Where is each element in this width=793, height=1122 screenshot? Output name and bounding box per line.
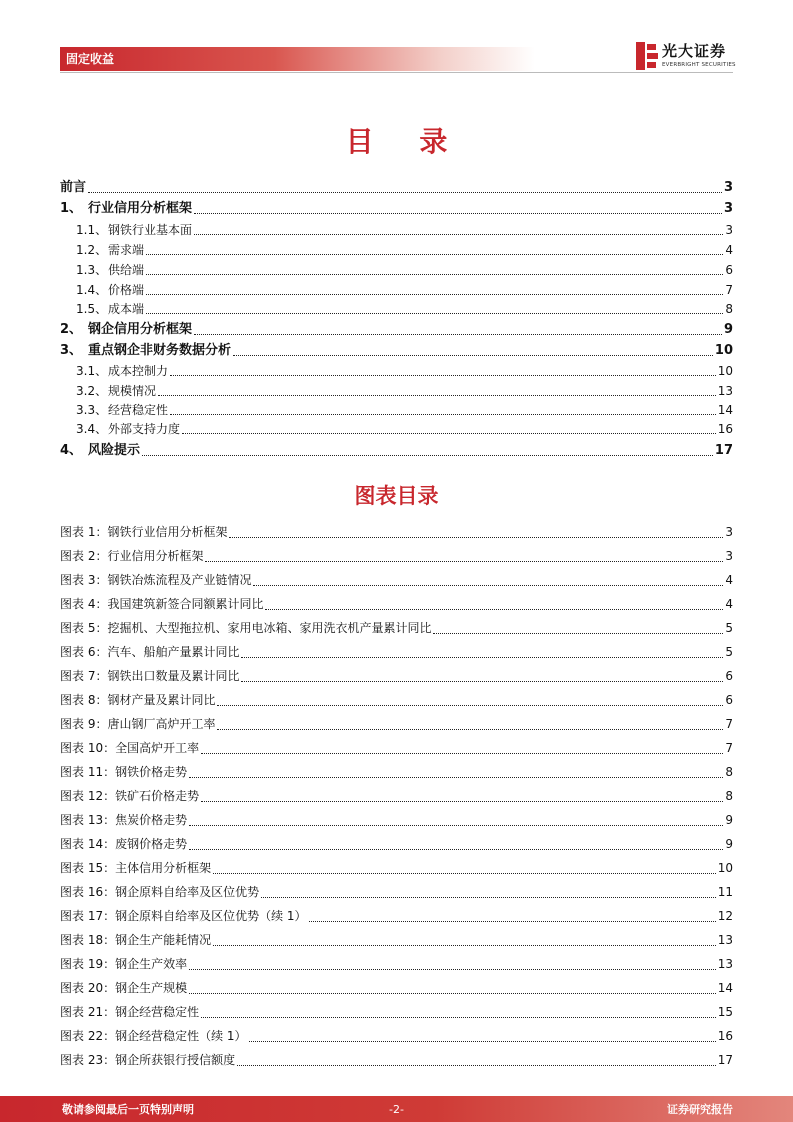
toc-subentry[interactable] — [60, 221, 733, 239]
dot-leader — [146, 313, 723, 314]
dot-leader — [261, 897, 716, 898]
figure-entry-label: 图表 23：钢企所获银行授信额度 — [60, 1053, 236, 1067]
figure-entry[interactable] — [60, 834, 733, 854]
figure-entry[interactable] — [60, 594, 733, 614]
dot-leader — [170, 375, 716, 376]
toc-subentry[interactable] — [60, 261, 733, 279]
toc-subentry[interactable] — [60, 241, 733, 259]
footer-report-type: 证券研究报告 — [667, 1103, 733, 1116]
toc-entry-label — [60, 221, 192, 239]
dot-leader — [253, 585, 723, 586]
figure-entry-page: 4 — [725, 597, 733, 611]
figure-entry-page: 5 — [725, 621, 733, 635]
toc-entry-label — [60, 441, 140, 460]
toc-entry-page: 3 — [723, 201, 733, 216]
page-number: -2- — [389, 1103, 404, 1116]
toc-entry-number: 1.5、 — [76, 302, 108, 316]
toc-entry-page: 14 — [717, 403, 733, 417]
toc-entry-page: 6 — [725, 263, 733, 277]
dot-leader — [146, 294, 723, 295]
toc-entry[interactable] — [60, 441, 733, 460]
toc-entry-number: 1.3、 — [76, 263, 108, 277]
figure-entry-page: 5 — [725, 645, 733, 659]
toc-entry-page: 17 — [714, 443, 733, 458]
figure-entry[interactable] — [60, 690, 733, 710]
figure-entry-label: 图表 3：钢铁冶炼流程及产业链情况 — [60, 573, 252, 587]
dot-leader — [146, 254, 723, 255]
figure-entry[interactable] — [60, 930, 733, 950]
toc-entry-number: 3.4、 — [76, 422, 108, 436]
dot-leader — [213, 945, 716, 946]
toc-entry-text: 重点钢企非财务数据分析 — [88, 343, 232, 358]
figure-entry-page: 13 — [717, 933, 733, 947]
figure-entry-label: 图表 5：挖掘机、大型拖拉机、家用电冰箱、家用洗衣机产量累计同比 — [60, 621, 432, 635]
figure-entry[interactable] — [60, 882, 733, 902]
figure-entry[interactable] — [60, 666, 733, 686]
toc-entry-text: 外部支持力度 — [108, 422, 181, 436]
figure-entry[interactable] — [60, 642, 733, 662]
toc-entry-page: 8 — [725, 302, 733, 316]
toc-entry-number: 2、 — [60, 322, 83, 337]
toc-entry-text: 钢铁行业基本面 — [108, 223, 193, 237]
dot-leader — [194, 334, 722, 335]
dot-leader — [194, 213, 722, 214]
figure-entry[interactable] — [60, 618, 733, 638]
figure-entry-label: 图表 1：钢铁行业信用分析框架 — [60, 525, 228, 539]
figure-entry-label: 图表 9：唐山钢厂高炉开工率 — [60, 717, 216, 731]
figure-entry[interactable] — [60, 954, 733, 974]
toc-entry-page: 10 — [717, 364, 733, 378]
figure-entry-page: 13 — [717, 957, 733, 971]
figure-entry[interactable] — [60, 786, 733, 806]
figure-entry-page: 12 — [717, 909, 733, 923]
figure-entry-page: 10 — [717, 861, 733, 875]
toc-entry-page: 13 — [717, 384, 733, 398]
figure-entry[interactable] — [60, 1026, 733, 1046]
figure-entry-page: 11 — [717, 885, 733, 899]
figure-entry-page: 9 — [725, 837, 733, 851]
dot-leader — [433, 633, 723, 634]
toc-subentry[interactable] — [60, 281, 733, 299]
figure-entry-label: 图表 22：钢企经营稳定性（续 1） — [60, 1029, 247, 1043]
figure-entry-page: 7 — [725, 717, 733, 731]
figure-entry-page: 9 — [725, 813, 733, 827]
toc-entry-page: 16 — [717, 422, 733, 436]
dot-leader — [201, 753, 723, 754]
figure-entry-page: 6 — [725, 693, 733, 707]
dot-leader — [205, 561, 723, 562]
figure-entry[interactable] — [60, 570, 733, 590]
toc-entry[interactable] — [60, 341, 733, 360]
figure-entry[interactable] — [60, 522, 733, 542]
dot-leader — [201, 801, 723, 802]
dot-leader — [213, 873, 716, 874]
figure-entry-page: 14 — [717, 981, 733, 995]
toc-entry[interactable] — [60, 178, 733, 197]
toc-entry-label — [60, 300, 144, 318]
section-label: 固定收益 — [66, 52, 115, 66]
figure-entry-label: 图表 2：行业信用分析框架 — [60, 549, 204, 563]
dot-leader — [201, 1017, 716, 1018]
toc-entry-label — [60, 178, 86, 197]
figure-entry-page: 8 — [725, 765, 733, 779]
figure-entry[interactable] — [60, 714, 733, 734]
figure-entry-label: 图表 4：我国建筑新签合同额累计同比 — [60, 597, 264, 611]
toc-subentry[interactable] — [60, 362, 733, 380]
figure-entry-label: 图表 18：钢企生产能耗情况 — [60, 933, 212, 947]
dot-leader — [189, 969, 716, 970]
dot-leader — [265, 609, 723, 610]
dot-leader — [189, 849, 723, 850]
toc-entry-label — [60, 341, 231, 360]
dot-leader — [182, 433, 716, 434]
toc-entry-number: 3、 — [60, 343, 83, 358]
figure-entry-label: 图表 19：钢企生产效率 — [60, 957, 188, 971]
dot-leader — [217, 729, 723, 730]
figure-entry[interactable] — [60, 978, 733, 998]
toc-entry-label — [60, 362, 168, 380]
toc-entry[interactable] — [60, 199, 733, 218]
header-divider — [60, 72, 733, 73]
figure-entry-page: 3 — [725, 549, 733, 563]
header-band — [60, 47, 535, 71]
figure-entry-label: 图表 14：废钢价格走势 — [60, 837, 188, 851]
figure-entry-page: 6 — [725, 669, 733, 683]
toc-entry-label — [60, 241, 144, 259]
figure-entry[interactable] — [60, 546, 733, 566]
toc-entry-text: 前言 — [60, 180, 87, 195]
toc-entry-page: 3 — [725, 223, 733, 237]
dot-leader — [309, 921, 716, 922]
figure-entry[interactable] — [60, 762, 733, 782]
dot-leader — [158, 395, 716, 396]
toc-entry-text: 经营稳定性 — [108, 403, 169, 417]
toc-entry-page: 4 — [725, 243, 733, 257]
toc-entry-page: 9 — [723, 322, 733, 337]
figures-title: 图表目录 — [354, 484, 439, 508]
figure-entry-label: 图表 8：钢材产量及累计同比 — [60, 693, 216, 707]
figure-entry-page: 15 — [717, 1005, 733, 1019]
dot-leader — [194, 234, 723, 235]
figure-entry[interactable] — [60, 810, 733, 830]
figure-entry-page: 8 — [725, 789, 733, 803]
dot-leader — [142, 455, 713, 456]
toc-entry-number: 4、 — [60, 443, 83, 458]
toc-entry-text: 价格端 — [108, 283, 145, 297]
figure-entry-label: 图表 10：全国高炉开工率 — [60, 741, 200, 755]
figure-entry[interactable] — [60, 1002, 733, 1022]
figure-entry[interactable] — [60, 906, 733, 926]
dot-leader — [189, 993, 716, 994]
toc-entry-text: 成本控制力 — [108, 364, 169, 378]
figure-entry[interactable] — [60, 858, 733, 878]
toc-entry[interactable] — [60, 320, 733, 339]
figure-entry-label: 图表 16：钢企原料自给率及区位优势 — [60, 885, 260, 899]
figure-entry-label: 图表 21：钢企经营稳定性 — [60, 1005, 200, 1019]
toc-entry-label — [60, 320, 192, 339]
brand-name-en: EVERBRIGHT SECURITIES — [662, 62, 736, 68]
footer-disclaimer-link[interactable]: 敬请参阅最后一页特别声明 — [62, 1103, 194, 1116]
figure-entry-label: 图表 7：钢铁出口数量及累计同比 — [60, 669, 240, 683]
toc-entry-text: 供给端 — [108, 263, 145, 277]
dot-leader — [241, 657, 723, 658]
toc-entry-label — [60, 281, 144, 299]
dot-leader — [146, 274, 723, 275]
dot-leader — [88, 192, 722, 193]
dot-leader — [241, 681, 723, 682]
toc-entry-page: 10 — [714, 343, 733, 358]
dot-leader — [229, 537, 723, 538]
figure-entry-label: 图表 6：汽车、船舶产量累计同比 — [60, 645, 240, 659]
toc-entry-label — [60, 382, 156, 400]
toc-entry-text: 钢企信用分析框架 — [88, 322, 193, 337]
toc-entry-number: 1、 — [60, 201, 83, 216]
toc-entry-text: 规模情况 — [108, 384, 157, 398]
figure-entry[interactable] — [60, 738, 733, 758]
figure-entry-label: 图表 12：铁矿石价格走势 — [60, 789, 200, 803]
dot-leader — [237, 1065, 716, 1066]
toc-entry-label — [60, 420, 180, 438]
toc-entry-label — [60, 401, 168, 419]
toc-subentry[interactable] — [60, 300, 733, 318]
toc-entry-text: 成本端 — [108, 302, 145, 316]
dot-leader — [217, 705, 723, 706]
toc-entry-number: 1.2、 — [76, 243, 108, 257]
figure-entry-page: 17 — [717, 1053, 733, 1067]
figure-entry-page: 3 — [725, 525, 733, 539]
dot-leader — [233, 355, 713, 356]
dot-leader — [189, 825, 723, 826]
toc-entry-number: 3.1、 — [76, 364, 108, 378]
toc-entry-label — [60, 199, 192, 218]
figure-entry-page: 16 — [717, 1029, 733, 1043]
toc-subentry[interactable] — [60, 420, 733, 438]
toc-entry-page: 3 — [723, 180, 733, 195]
figure-entry-page: 4 — [725, 573, 733, 587]
dot-leader — [249, 1041, 716, 1042]
figure-entry-label: 图表 17：钢企原料自给率及区位优势（续 1） — [60, 909, 307, 923]
toc-entry-text: 行业信用分析框架 — [88, 201, 193, 216]
figure-entry-label: 图表 20：钢企生产规模 — [60, 981, 188, 995]
toc-entry-text: 需求端 — [108, 243, 145, 257]
toc-entry-number: 1.4、 — [76, 283, 108, 297]
figure-entry-label: 图表 13：焦炭价格走势 — [60, 813, 188, 827]
toc-subentry[interactable] — [60, 382, 733, 400]
toc-entry-number: 3.2、 — [76, 384, 108, 398]
toc-entry-page: 7 — [725, 283, 733, 297]
brand-logo-icon — [636, 42, 658, 70]
dot-leader — [170, 414, 716, 415]
figure-entry-page: 7 — [725, 741, 733, 755]
toc-entry-text: 风险提示 — [88, 443, 141, 458]
figure-entry[interactable] — [60, 1050, 733, 1070]
toc-subentry[interactable] — [60, 401, 733, 419]
toc-title: 目 录 — [345, 125, 466, 158]
toc-entry-number: 3.3、 — [76, 403, 108, 417]
brand-name-cn: 光大证券 — [662, 42, 727, 60]
dot-leader — [189, 777, 723, 778]
toc-entry-number: 1.1、 — [76, 223, 108, 237]
toc-entry-label — [60, 261, 144, 279]
figure-entry-label: 图表 11：钢铁价格走势 — [60, 765, 188, 779]
figure-entry-label: 图表 15：主体信用分析框架 — [60, 861, 212, 875]
